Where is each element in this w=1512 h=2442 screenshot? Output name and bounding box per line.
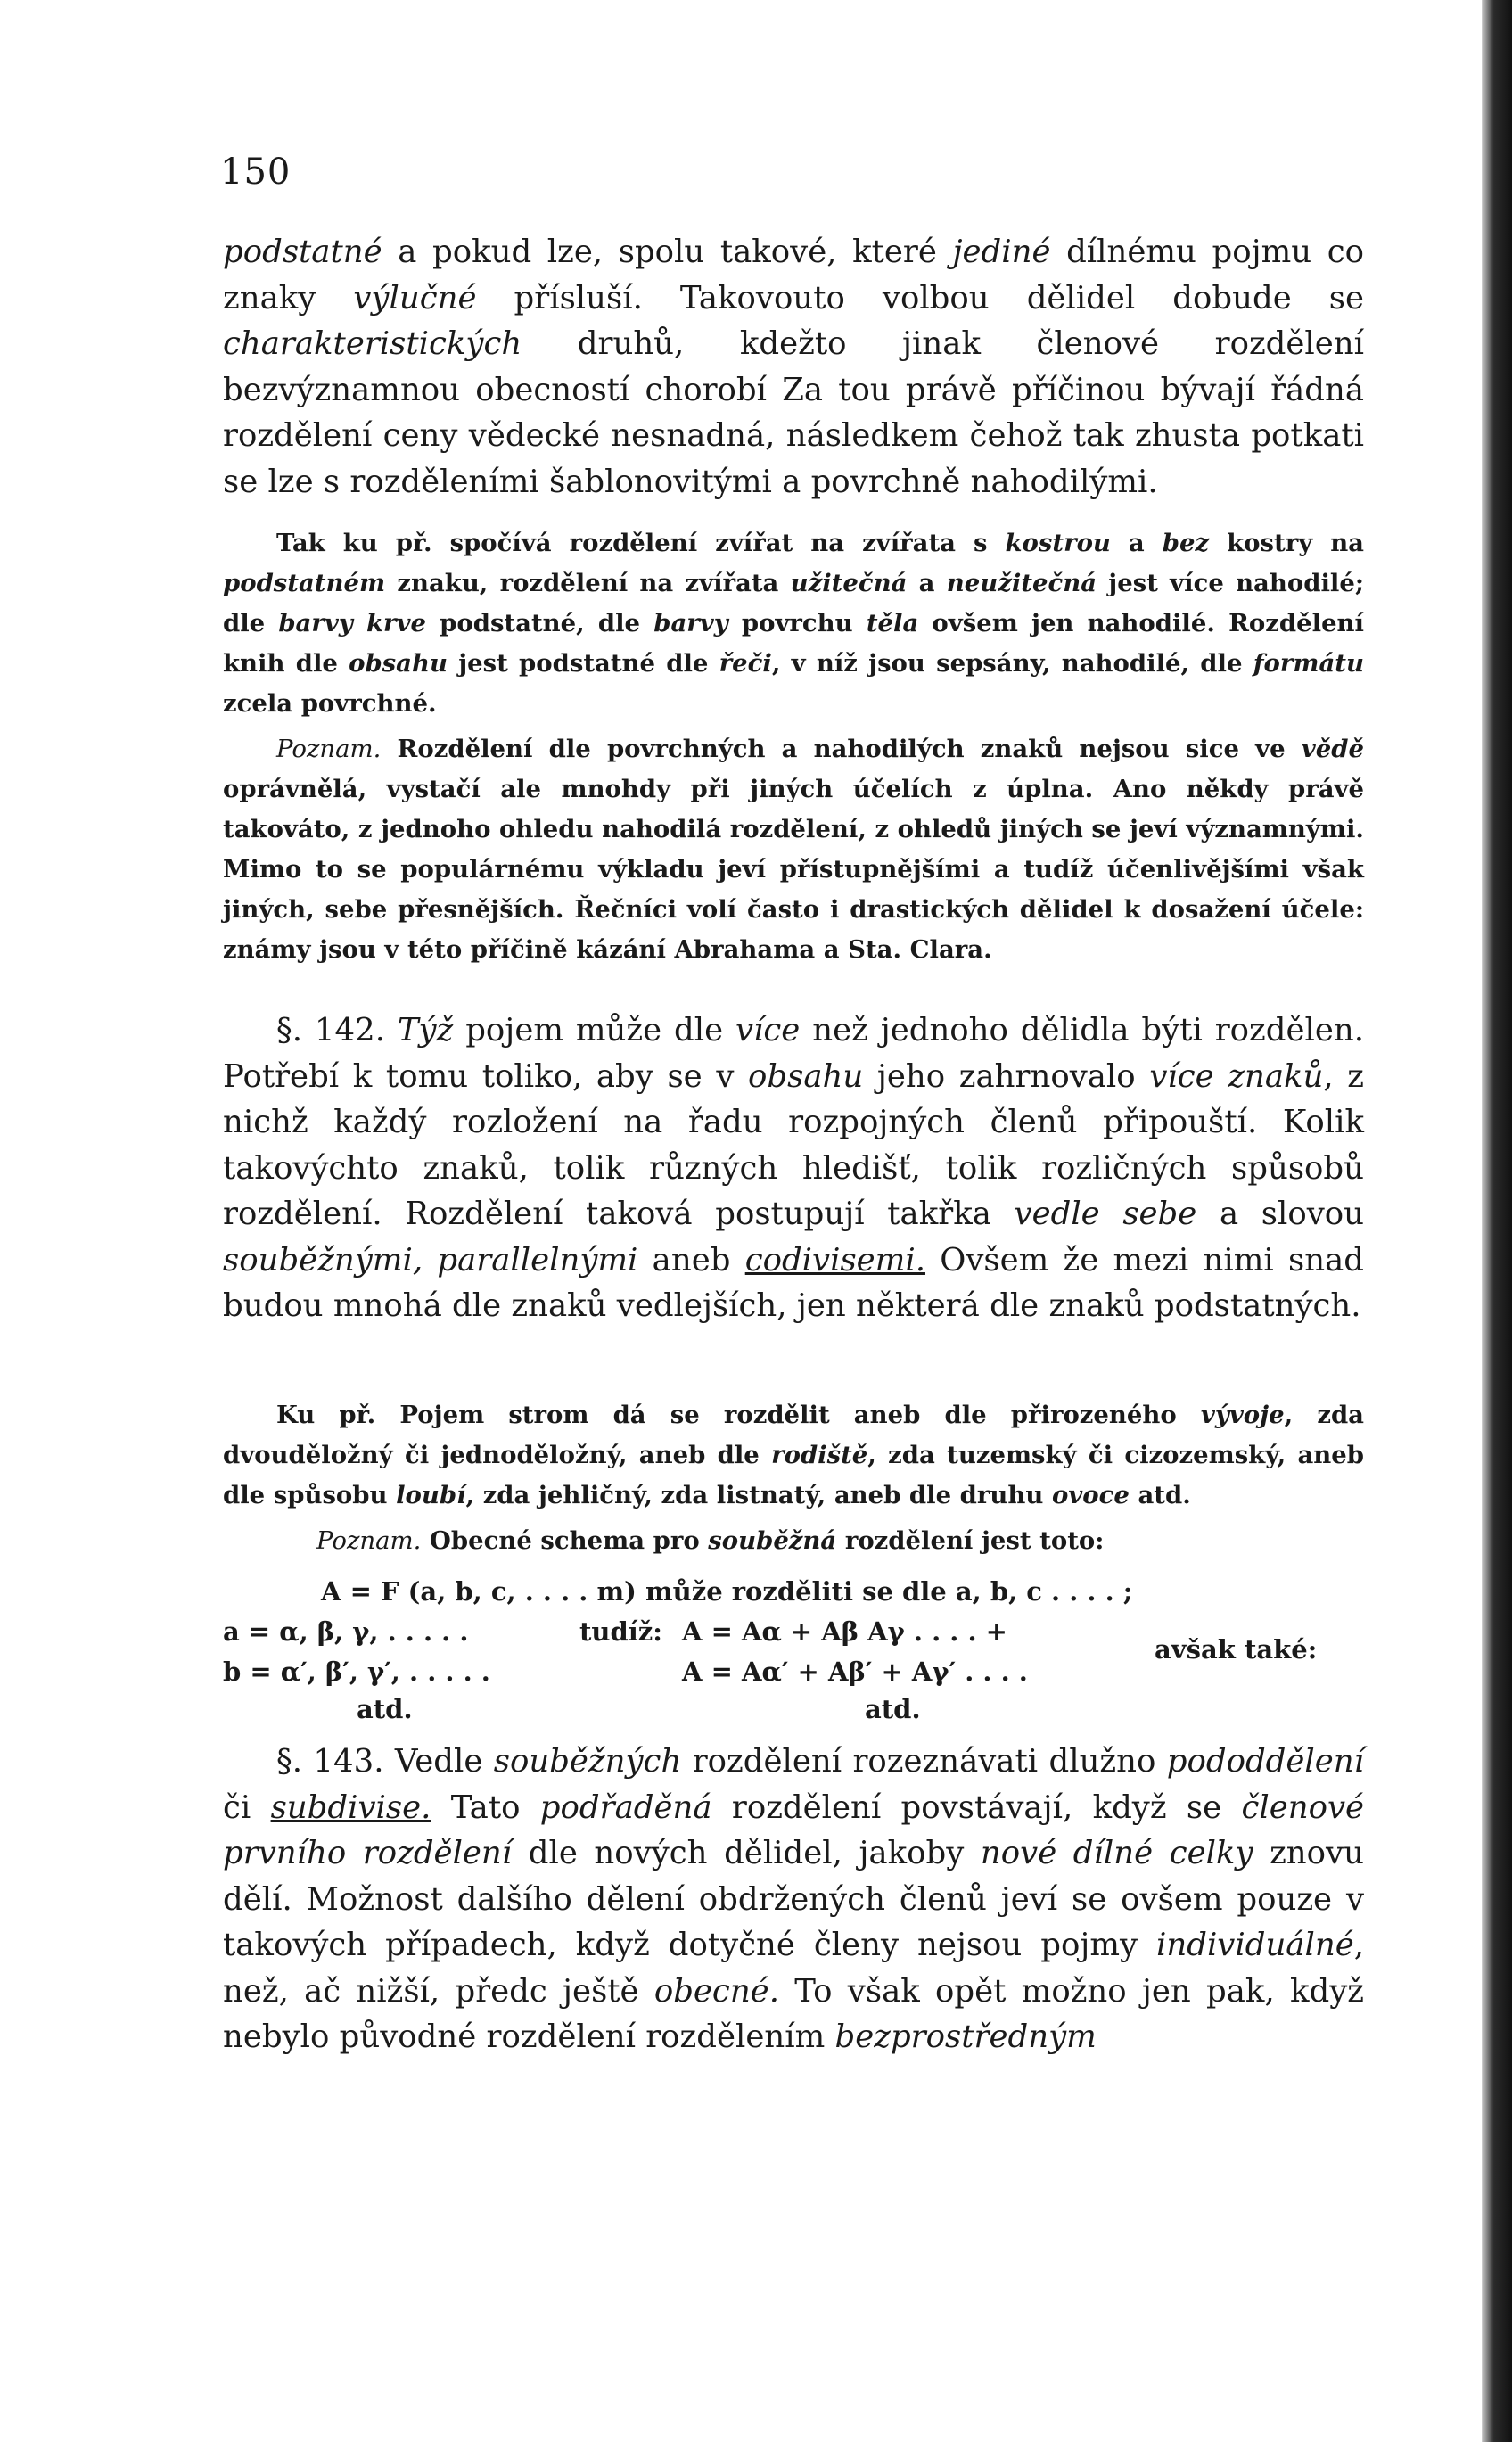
- para7-em-1: souběžných: [493, 1743, 682, 1780]
- para3-em-2: vědě: [1301, 735, 1364, 763]
- para1-em-1: podstatné: [223, 234, 382, 270]
- para2-em-5: neužitečná: [946, 569, 1097, 597]
- schema-line-3-left: b = α′, β′, γ′, . . . . .: [223, 1657, 490, 1687]
- para2-em-11: formátu: [1253, 649, 1364, 678]
- para2-em-9: obsahu: [349, 649, 448, 678]
- para6-em-2: souběžná: [708, 1526, 837, 1555]
- para6-em-1: Poznam.: [316, 1526, 422, 1555]
- para7-em-5: členové prvního rozdělení: [223, 1788, 1365, 1871]
- paragraph-2: [223, 523, 1364, 724]
- para7-em-3: subdivise.: [270, 1788, 431, 1826]
- para2-text-12: zcela povrchné.: [223, 689, 437, 718]
- para4-em-3: obsahu: [748, 1057, 864, 1095]
- para2-em-2: bez: [1162, 529, 1210, 557]
- para4-em-2: více: [735, 1012, 801, 1048]
- para2-text-5: a: [907, 569, 947, 597]
- para7-text-3: či: [223, 1788, 271, 1826]
- para2-em-3: podstatném: [223, 569, 386, 597]
- para7-em-6: nové dílné celky: [980, 1835, 1253, 1871]
- para5-em-3: loubí: [396, 1481, 466, 1509]
- para7-text-8: , než, ač nižší, předc ještě: [223, 1927, 1364, 2010]
- para7-text-7: znovu dělí. Možnost dalšího dělení obdržených členů jeví se ovšem pouze v takových případech, když dotyčné členy nejsou pojmy: [223, 1835, 1364, 1963]
- page-number: 150: [220, 152, 292, 193]
- para7-em-9: bezprostředným: [834, 2019, 1097, 2055]
- para1-text-4: druhů, kdežto jinak členové rozdělení bezvýznamnou obecností chorobí Za tou právě příčinou bývají řádná rozdělení ceny vědecké nesnadná, následkem čehož tak zhusta potkati se lze s rozděleními šablonovitými a povrchně nahodilými.: [223, 325, 1364, 500]
- schema-brace-label: avšak také:: [1155, 1634, 1318, 1665]
- paragraph-5-example: [223, 1395, 1364, 1516]
- para4-text-6: a slovou: [1196, 1196, 1364, 1232]
- para2-text-4: znaku, rozdělení na zvířata: [385, 569, 791, 597]
- para6-text-2: rozdělení jest toto:: [836, 1526, 1105, 1555]
- para2-text-9: ovšem jen nahodilé. Rozdělení knih dle: [223, 609, 1365, 678]
- para4-em-6: souběžnými, parallelnými: [223, 1241, 638, 1279]
- para5-text-1: Ku př. Pojem strom dá se rozdělit aneb dle přirozeného: [276, 1401, 1201, 1429]
- para3-text-1: Rozdělení dle povrchných a nahodilých znaků nejsou sice ve: [381, 735, 1302, 763]
- para1-text-2: dílnému pojmu co znaky: [223, 234, 1364, 317]
- para2-text-7: podstatné, dle: [426, 609, 654, 637]
- para2-em-4: užitečná: [790, 569, 908, 597]
- para1-em-4: charakteristických: [223, 325, 522, 362]
- schema-line-4-right: atd.: [865, 1694, 921, 1724]
- para7-text-5: rozdělení povstávají, když se: [711, 1788, 1242, 1826]
- para4-em-1: Týž: [397, 1012, 454, 1048]
- para4-text-7: aneb: [637, 1241, 745, 1279]
- book-spine-shadow: [1482, 0, 1512, 2442]
- para2-text-8: povrchu: [727, 609, 867, 637]
- para4-em-4: více znaků: [1149, 1057, 1324, 1095]
- para2-em-6: barvy krve: [278, 609, 426, 637]
- paragraph-7-section-143: [223, 1739, 1364, 2060]
- para5-text-5: atd.: [1129, 1481, 1191, 1509]
- para1-em-3: výlučné: [353, 279, 477, 317]
- para3-em-1: Poznam.: [276, 735, 382, 763]
- para4-text-5: , z nichž každý rozložení na řadu rozpojných členů připouští. Kolik takovýchto znaků, tolik různých hledišť, tolik rozličných spůsobů rozdělení. Rozdělení taková postupují takřka: [223, 1057, 1364, 1232]
- para2-em-8: těla: [866, 609, 919, 637]
- para7-em-7: individuálné: [1156, 1927, 1354, 1963]
- para4-em-7: codivisemi.: [744, 1241, 925, 1279]
- para4-text-4: jeho zahrnovalo: [863, 1057, 1150, 1095]
- paragraph-6-note: [223, 1521, 1364, 1561]
- schema-line-1: A = F (a, b, c, . . . . m) může rozděliti se dle a, b, c . . . . ;: [321, 1576, 1133, 1607]
- para5-em-4: ovoce: [1051, 1481, 1130, 1509]
- para2-text-6: jest více nahodilé; dle: [223, 569, 1364, 637]
- para7-em-4: podřaděná: [539, 1788, 712, 1826]
- para2-text-3: kostry na: [1209, 529, 1365, 557]
- para7-text-9: To však opět možno jen pak, když nebylo původné rozdělení rozdělením: [223, 1972, 1364, 2055]
- para7-text-2: rozdělení rozeznávati dlužno: [681, 1743, 1167, 1780]
- para7-text-6: dle nových dělidel, jakoby: [512, 1835, 981, 1871]
- para4-text-3: než jednoho dělidla býti rozdělen. Potřebí k tomu toliko, aby se v: [223, 1012, 1364, 1095]
- para2-text-1: Tak ku př. spočívá rozdělení zvířat na zvířata s: [276, 529, 1006, 557]
- para3-text-2: oprávnělá, vystačí ale mnohdy při jiných účelích z úplna. Ano někdy právě takováto, z jednoho ohledu nahodilá rozdělení, z ohledů jiných se jeví významnými. Mimo to se populárnému výkladu jeví přístupnějšími a tudíž účenlivějšími však jiných, sebe přesnějších. Řečníci volí často i drastických dělidel k dosažení účele: známy jsou v této příčině kázání Abrahama a Sta. Clara.: [223, 775, 1364, 964]
- schema-line-2-left: a = α, β, γ, . . . . .: [223, 1616, 469, 1647]
- para5-em-1: vývoje: [1200, 1401, 1285, 1429]
- paragraph-3-note: [223, 729, 1364, 970]
- para5-text-3: , zda tuzemský či cizozemský, aneb dle spůsobu: [223, 1441, 1364, 1509]
- para2-text-11: , v níž jsou sepsány, nahodilé, dle: [771, 649, 1253, 678]
- para1-text-3: přísluší. Takovouto volbou dělidel dobude se: [476, 279, 1364, 317]
- para4-em-5: vedle sebe: [1014, 1196, 1197, 1232]
- para2-text-2: a: [1110, 529, 1163, 557]
- para4-text-2: pojem může dle: [453, 1012, 736, 1048]
- para2-em-10: řeči: [719, 649, 772, 678]
- para7-text-4: Tato: [431, 1788, 540, 1826]
- para6-text-1: Obecné schema pro: [421, 1526, 709, 1555]
- schema-line-2-mid: tudíž:: [579, 1616, 662, 1647]
- para2-em-7: barvy: [653, 609, 728, 637]
- para5-em-2: rodiště: [771, 1441, 868, 1469]
- schema-line-3-right: A = Aα′ + Aβ′ + Aγ′ . . . .: [682, 1657, 1028, 1687]
- para2-em-1: kostrou: [1005, 529, 1111, 557]
- para5-text-4: , zda jehličný, zda listnatý, aneb dle druhu: [465, 1481, 1052, 1509]
- para7-em-2: pododdělení: [1166, 1743, 1364, 1780]
- para7-text-1: §. 143. Vedle: [276, 1743, 494, 1780]
- paragraph-1: [223, 229, 1364, 505]
- para4-text-8: Ovšem že mezi nimi snad budou mnohá dle znaků vedlejších, jen některá dle znaků podstatných.: [223, 1241, 1364, 1324]
- para2-text-10: jest podstatné dle: [447, 649, 719, 678]
- schema-line-2-right: A = Aα + Aβ Aγ . . . . +: [682, 1616, 1007, 1647]
- paragraph-4-section-142: [223, 1007, 1364, 1329]
- para4-text-1: §. 142.: [276, 1012, 398, 1048]
- para1-text-1: a pokud lze, spolu takové, které: [382, 234, 953, 270]
- para1-em-2: jediné: [952, 234, 1051, 270]
- para5-text-2: , zda dvouděložný či jednoděložný, aneb dle: [223, 1401, 1364, 1469]
- para7-em-8: obecné.: [653, 1972, 779, 2010]
- schema-line-4-left: atd.: [357, 1694, 413, 1724]
